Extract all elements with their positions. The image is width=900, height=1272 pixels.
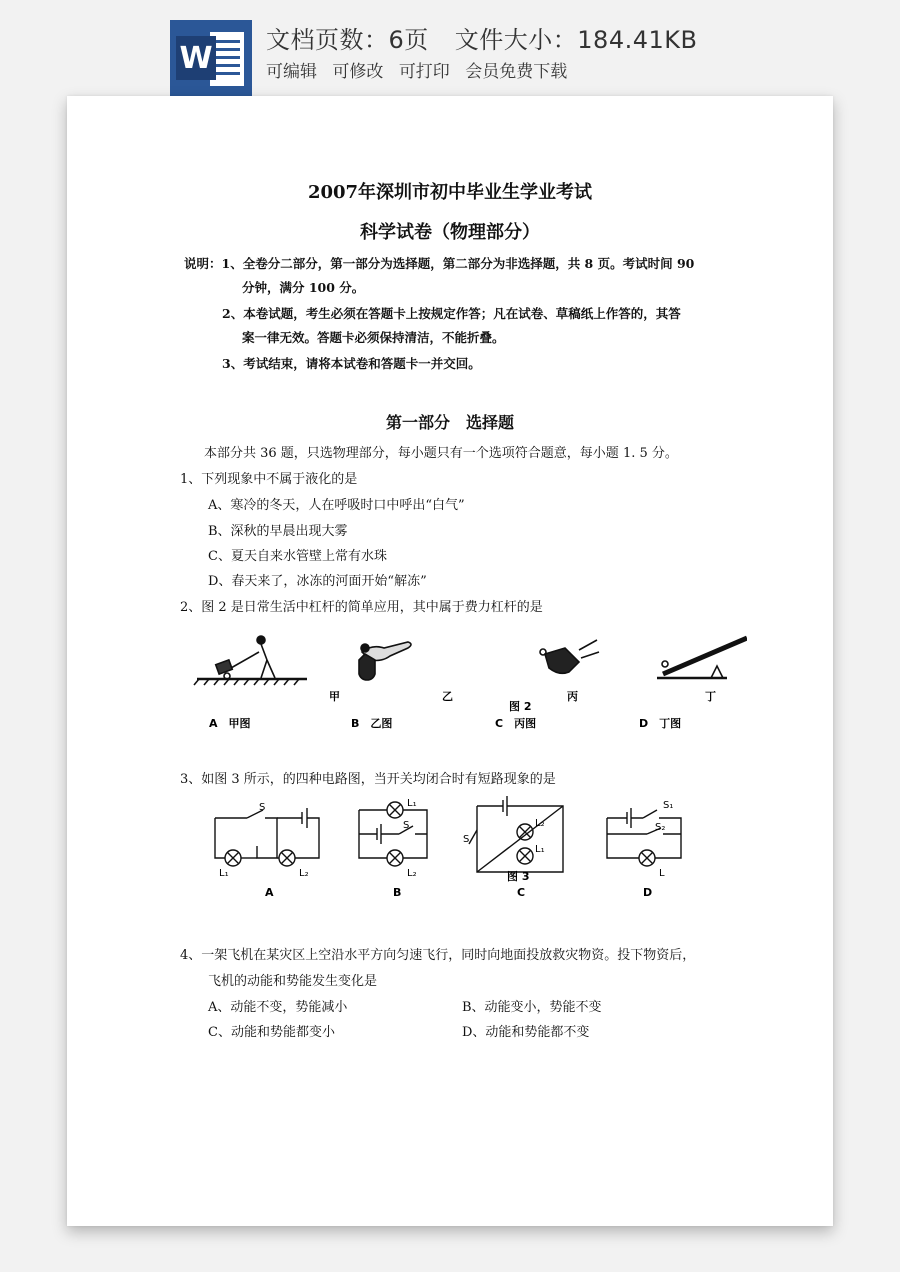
circuit-d-label-s2: S₂ [655,822,666,833]
feature-member-download[interactable]: 会员免费下载 [465,62,568,82]
circuit-d-label-l: L [659,868,665,879]
q4-option-b: B、动能变小，势能不变 [462,1000,602,1015]
note-2a: 2、本卷试题，考生必须在答题卡上按规定作答；凡在试卷、草稿纸上作答的，其答 [222,306,681,321]
section-title: 第一部分 选择题 [385,413,514,432]
q2-option-c: C 丙图 [495,717,537,730]
lever-figure-bing [540,640,599,673]
q4-option-d: D、动能和势能都不变 [462,1025,590,1040]
circuit-letter-c: C [517,886,526,899]
feature-list [266,57,577,82]
q4-option-a: A、动能不变，势能减小 [208,1000,348,1015]
document-page [67,96,833,1226]
feature-modifiable: 可修改 [332,62,384,82]
q3-stem: 3、如图 3 所示，的四种电路图，当开关均闭合时有短路现象的是 [180,772,556,787]
q2-option-d: D 丁图 [639,717,682,730]
svg-text:W: W [179,41,213,76]
feature-editable: 可编辑 [266,62,317,82]
note-1a: 说明：1、全卷分二部分，第一部分为选择题，第二部分为非选择题，共 8 页。考试时间 90 [184,256,695,271]
circuit-a-label-l2: L₂ [299,868,309,879]
circuit-a [215,808,319,866]
q4-stem-a: 4、一架飞机在某灾区上空沿水平方向匀速飞行，同时向地面投放救灾物资。投下物资后， [180,948,696,963]
circuit-b-label-s: S [403,820,410,831]
lever-figure-yi [359,642,411,680]
q1-option-c: C、夏天自来水管壁上常有水珠 [208,549,387,564]
word-document-icon [170,20,252,96]
exam-subtitle: 科学试卷（物理部分） [360,222,540,243]
circuit-d-label-s1: S₁ [663,800,674,811]
circuit-letter-a: A [265,886,274,899]
circuit-c-label-s: S [463,834,470,845]
figure-2-sublabel-ding: 丁 [705,690,716,703]
file-size: 文件大小：184.41KB [454,26,698,54]
q4-stem-b: 飞机的动能和势能发生变化是 [208,974,378,989]
q1-stem: 1、下列现象中不属于液化的是 [180,472,358,487]
exam-title: 2007年深圳市初中毕业生学业考试 [307,182,593,203]
q2-stem: 2、图 2 是日常生活中杠杆的简单应用，其中属于费力杠杆的是 [180,600,543,615]
figure-2-sublabel-bing: 丙 [567,690,578,703]
q1-option-b: B、深秋的早晨出现大雾 [208,524,348,539]
circuit-a-label-s: S [259,802,266,813]
section-intro: 本部分共 36 题，只选物理部分，每小题只有一个选项符合题意，每小题 1. 5 分。 [204,446,678,461]
figure-3-circuits [207,796,707,906]
q4-option-c: C、动能和势能都变小 [208,1025,335,1040]
q1-option-d: D、春天来了，冰冻的河面开始“解冻” [208,574,427,589]
circuit-c-label-l2: L₂ [535,818,545,829]
figure-2-sublabel-jia: 甲 [329,690,340,703]
lever-figure-jia [194,636,307,685]
page-count: 文档页数：6页 [266,26,429,54]
circuit-d [607,808,681,866]
note-3: 3、考试结束，请将本试卷和答题卡一并交回。 [222,356,481,371]
lever-figure-ding [657,638,747,678]
q2-option-a: A 甲图 [209,717,251,730]
note-1b: 分钟，满分 100 分。 [242,280,365,295]
circuit-letter-d: D [643,886,653,899]
download-banner [0,0,900,96]
circuit-letter-b: B [393,886,402,899]
note-2b: 案一律无效。答题卡必须保持清洁，不能折叠。 [242,330,505,345]
figure-2-label: 图 2 [509,700,532,713]
figure-3-label: 图 3 [507,870,530,883]
circuit-b-label-l1: L₁ [407,798,417,809]
feature-printable: 可打印 [398,62,450,82]
q1-option-a: A、寒冷的冬天，人在呼吸时口中呼出“白气” [208,498,465,513]
figure-2-levers [187,624,747,739]
circuit-c [469,796,563,872]
circuit-b [359,802,427,866]
circuit-c-label-l1: L₁ [535,844,545,855]
circuit-b-label-l2: L₂ [407,868,417,879]
q2-option-b: B 乙图 [351,717,393,730]
banner-title [266,20,697,55]
circuit-a-label-l1: L₁ [219,868,229,879]
figure-2-sublabel-yi: 乙 [442,690,453,703]
